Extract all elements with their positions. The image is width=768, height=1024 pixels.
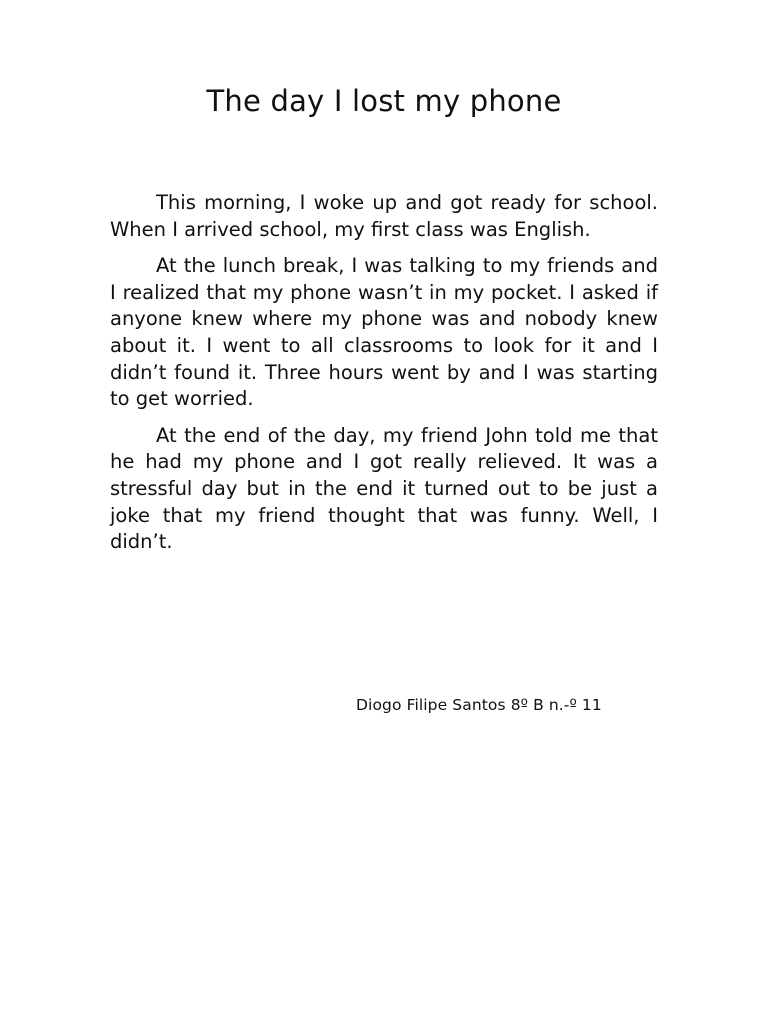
author-signature: Diogo Filipe Santos 8º B n.-º 11 [356,696,602,714]
paragraph: At the lunch break, I was talking to my friends and I realized that my phone wasn’t in my pocket. I asked if anyone knew where my phone was and nobody knew about it. I went to all classrooms to look for it and I didn’t found it. Three hours went by and I was starting to get worried. [110,254,658,411]
paragraph: At the end of the day, my friend John told me that he had my phone and I got really relieved. It was a stressful day but in the end it turned out to be just a joke that my friend thought that was funny. Well, I didn’t. [110,423,658,554]
document-body [110,190,658,566]
document-title: The day I lost my phone [206,84,562,118]
paragraph: This morning, I woke up and got ready for school. When I arrived school, my first class was English. [110,191,658,241]
